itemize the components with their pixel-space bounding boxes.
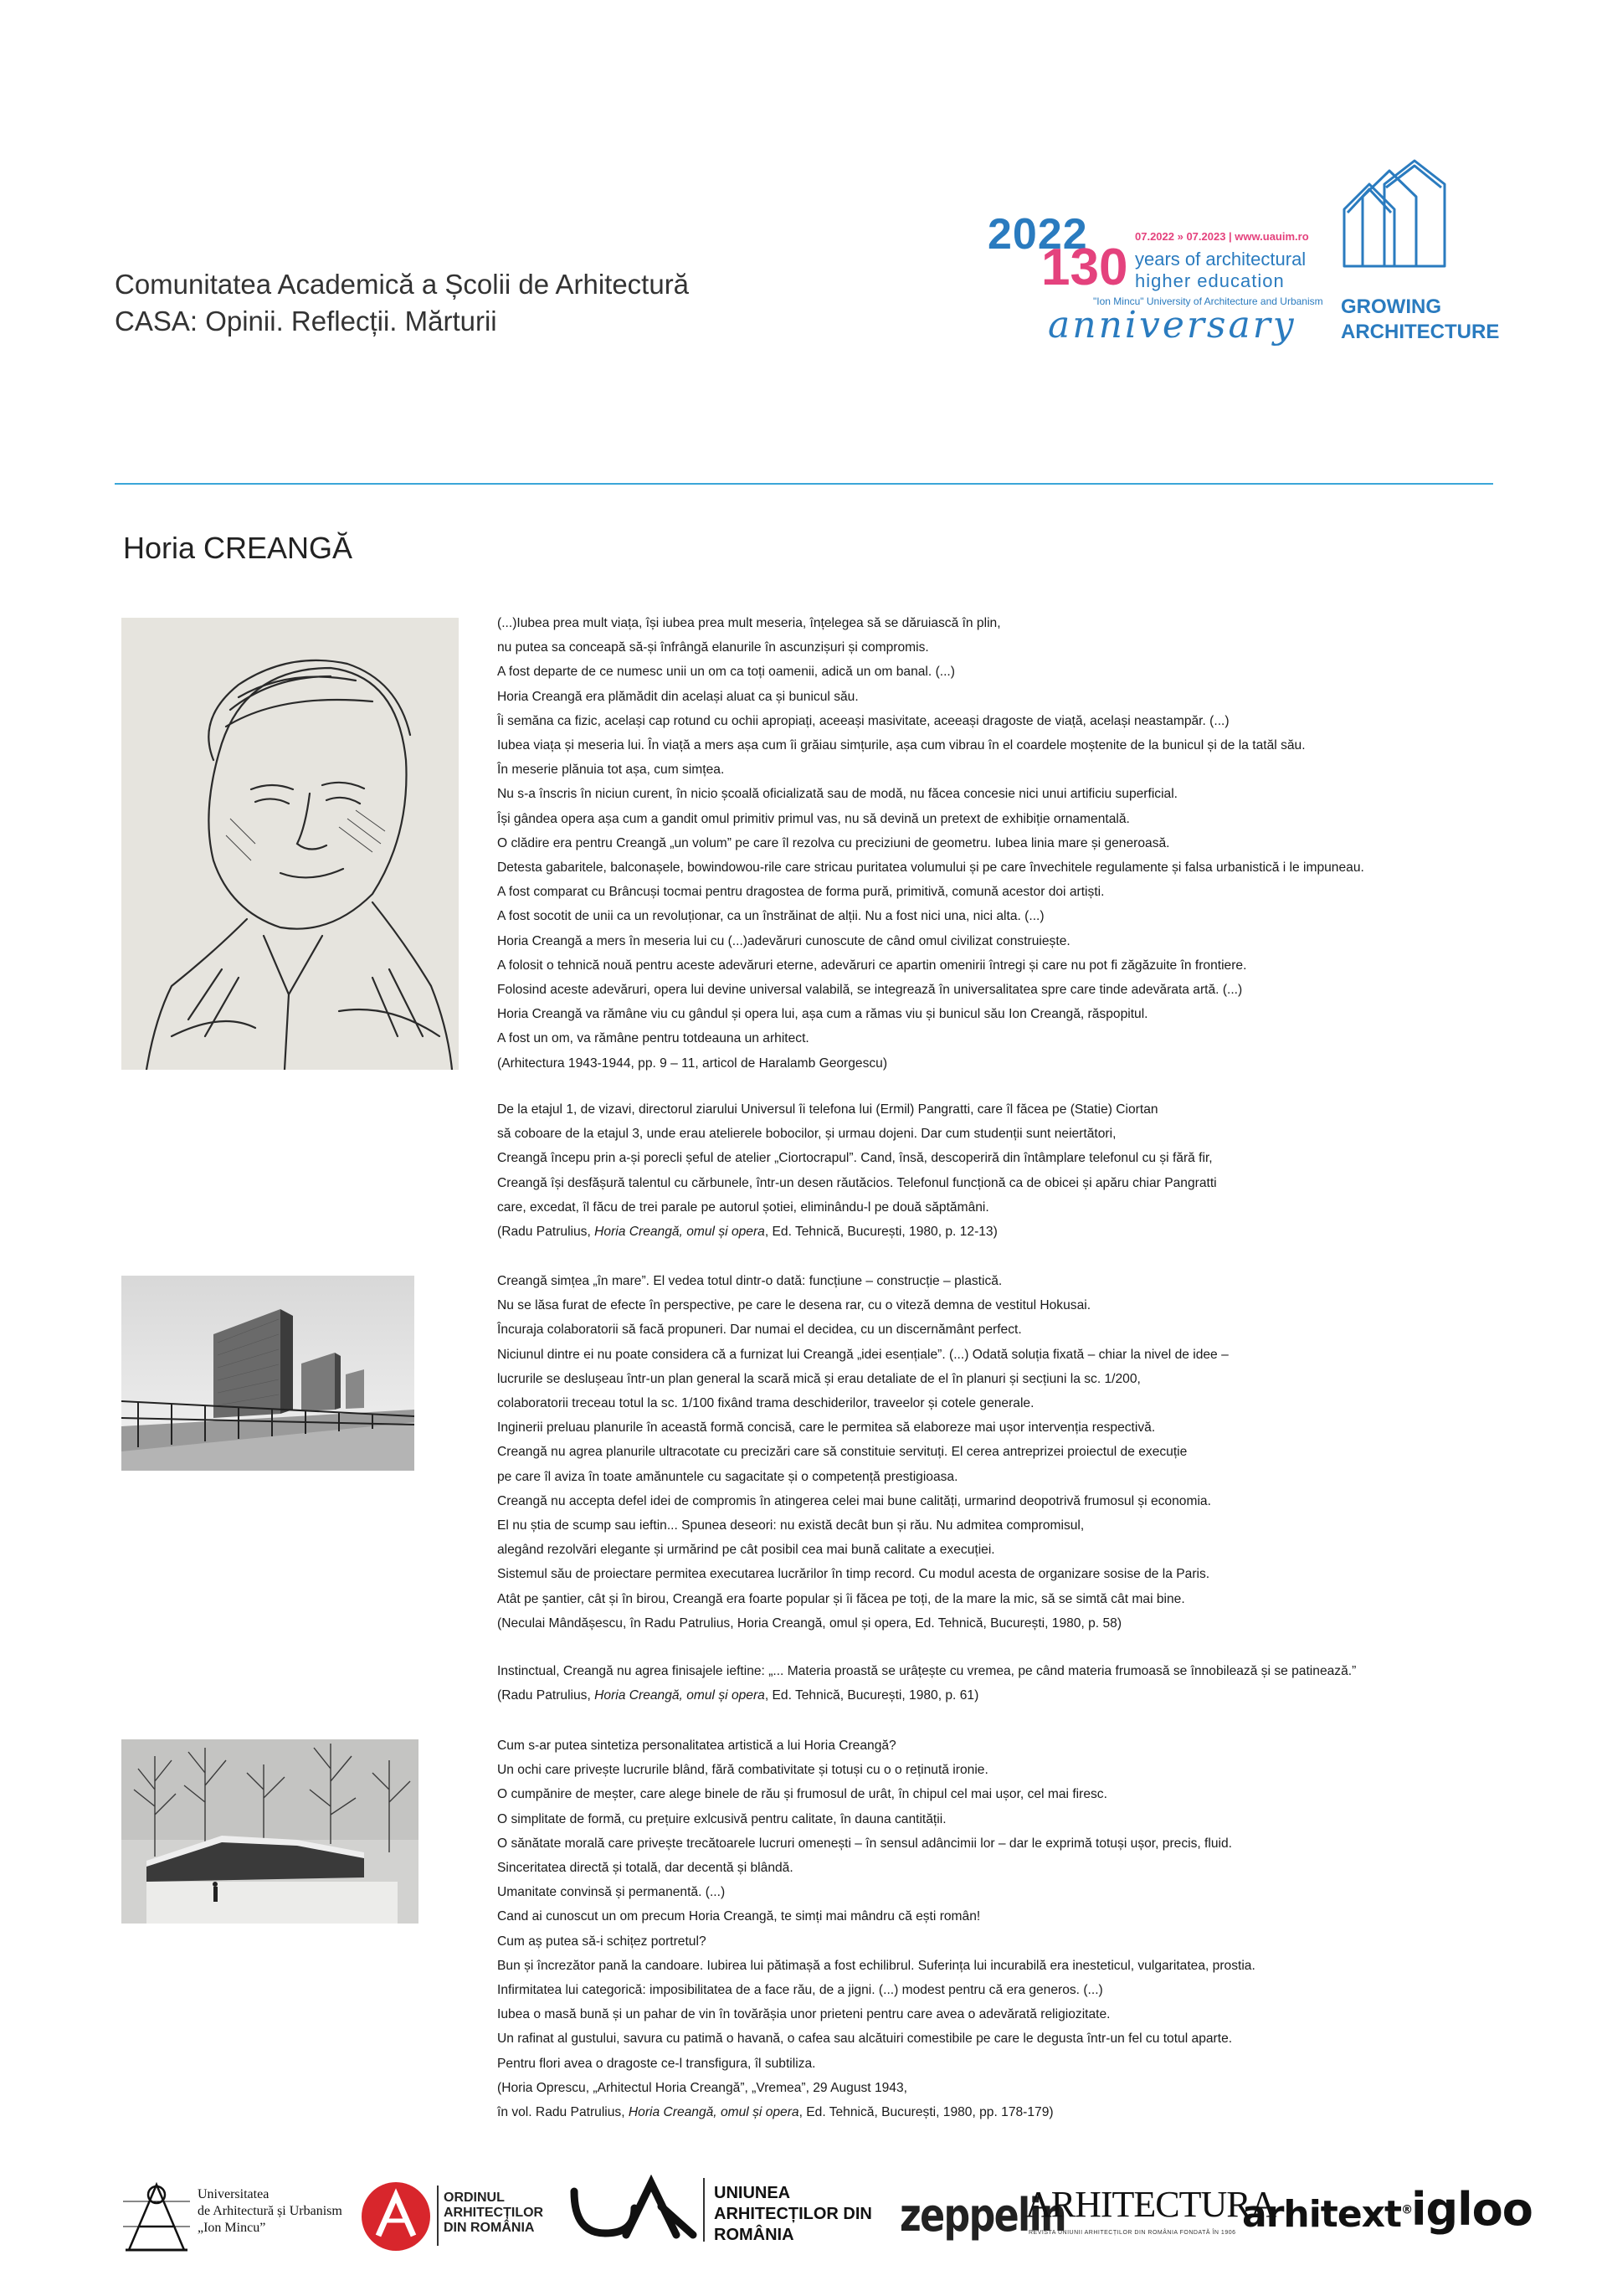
text-line: A folosit o tehnică nouă pentru aceste adevăruri eterne, adevăruri ce apartin omenirii întregi și care nu pot fi zăgăzuite în frontiere. (497, 958, 1247, 973)
text-line: O clădire era pentru Creangă „un volum” pe care îl rezolva cu preciziuni de geometru. Iubea linia mare și generoasă. (497, 835, 1170, 850)
person-name: Horia CREANGĂ (123, 531, 353, 565)
zeppelin-logo: zeppelin (900, 2189, 1065, 2242)
citation-book: Horia Creangă, omul și opera (594, 1225, 765, 1240)
oar-separator (437, 2186, 439, 2246)
header-title (115, 266, 689, 340)
text-line: A fost departe de ce numesc unii un om ca toți oamenii, adică un om banal. (...) (497, 665, 955, 680)
growing-line-1: GROWING (1341, 295, 1441, 318)
text-line: Infirmitatea lui categorică: imposibilitatea de a face rău, de a jigni. (...) modest pentru că era generos. (...) (497, 1983, 1103, 1998)
building-photo (121, 1276, 414, 1471)
text-line: Sistemul său de proiectare permitea executarea lucrărilor în timp record. Cu modul acesta de organizare sosise de la Paris. (497, 1567, 1210, 1582)
registered-mark-icon: ® (1401, 2203, 1413, 2217)
header-line-1: Comunitatea Academică a Școlii de Arhitectură (115, 269, 690, 300)
anniversary-years-line-2: higher education (1135, 270, 1285, 291)
uar-label (714, 2183, 872, 2246)
quote-block-4 (497, 1659, 1502, 1708)
uauim-label (198, 2186, 342, 2237)
text-line: Nu se lăsa furat de efecte în perspective, pe care le desena rar, cu o viteză demna de vestitul Hokusai. (497, 1298, 1091, 1313)
text-line: Bun și încrezător pană la candoare. Iubirea lui pătimașă a fost echilibrul. Suferința lui incurabilă era inesteticul, vulgaritatea, prostia. (497, 1958, 1255, 1973)
oar-line-1: ORDINUL (444, 2191, 505, 2205)
arhitectura-logo (1025, 2183, 1276, 2258)
text-line: Creangă simțea „în mare”. El vedea totul dintr-o dată: funcțiune – construcție – plastică. (497, 1274, 1003, 1288)
anniversary-logo (988, 205, 1322, 347)
growing-text (1341, 295, 1499, 345)
text-line: Creangă nu accepta defel idei de compromis în atingerea celei mai bune calități, urmarind deopotrivă frumosul și economia. (497, 1493, 1211, 1508)
arhitext-text: arhitext (1242, 2193, 1402, 2236)
text-line: Umanitate convinsă și permanentă. (...) (497, 1885, 726, 1900)
text-line: El nu știa de scump sau ieftin... Spunea deseori: nu există decât bun și rău. Nu admitea compromisul, (497, 1518, 1085, 1533)
arhitectura-subtitle: REVISTA UNIUNII ARHITECȚILOR DIN ROMÂNIA FONDATĂ ÎN 1906 (1029, 2230, 1236, 2236)
oar-logo (360, 2180, 578, 2256)
text-line: Folosind aceste adevăruri, opera lui devine universal valabilă, se integrează în universalitatea spre care tinde adevărata artă. (...) (497, 983, 1243, 998)
text-line: Creangă nu agrea planurile ultracotate cu precizări care să constituie servituți. El cerea antreprizei proiectul de execuție (497, 1445, 1188, 1460)
text-line: Își gândea opera așa cum a gandit omul primitiv primul vas, nu să devină un pretext de exhibiție ornamentală. (497, 811, 1130, 826)
uar-line-3: ROMÂNIA (714, 2226, 794, 2244)
quote-block-3 (497, 1269, 1502, 1636)
text-line: Iubea o masă bună și un pahar de vin în tovărășia unor prieteni pentru care avea o adevărată religiozitate. (497, 2007, 1111, 2022)
quote-block-2 (497, 1097, 1502, 1244)
text-line: A fost un om, va rămâne pentru totdeauna un arhitect. (497, 1031, 809, 1046)
quote-block-1 (497, 611, 1502, 1076)
text-line: Creangă își desfășură talentul cu cărbunele, într-un desen răutăcios. Telefonul funcționă ca de obicei și apăru chiar Pangratti (497, 1175, 1217, 1190)
text-line: lucrurile se deslușeau într-un plan general la scară mică și erau detaliate de el în planuri și secțiuni la sc. 1/200, (497, 1371, 1141, 1386)
anniversary-year: 2022 (988, 210, 1088, 259)
citation (497, 1220, 1502, 1244)
text-line: Creangă începu prin a-și porecli șeful de atelier „Ciortocrapul”. Cand, însă, descoperiră din întâmplare telefonul cu și fără fir, (497, 1151, 1213, 1166)
text-line: Iubea viața și meseria lui. În viață a mers așa cum îi grăiau simțurile, așa cum vibrau în el coardele moștenite de la bunicul și de la tatăl său. (497, 738, 1306, 753)
text-line: Un rafinat al gustului, savura cu patimă o havană, o cafea sau alcătuiri comestibile pe care le degusta într-un fel cu totul aparte. (497, 2031, 1233, 2047)
winter-landscape-photo (121, 1739, 418, 1924)
text-line: Un ochi care privește lucrurile blând, fără combativitate și totuși cu o o reținută ironie. (497, 1763, 988, 1778)
text-line: Nu s-a înscris în niciun curent, în nicio școală oficializată sau de modă, nu făcea concesie nici unui artificiu superficial. (497, 787, 1178, 802)
citation (497, 2100, 1502, 2124)
uauim-line-3: „Ion Mincu” (198, 2221, 266, 2235)
text-line: colaboratorii treceau totul la sc. 1/100 fixând trama deschiderilor, traveelor și cotele generale. (497, 1396, 1035, 1411)
text-line: Detesta gabaritele, balconașele, bowindowou-rile care stricau puritatea volumului și pe care învechitele regulamente și falsa urbanistică i le impuneau. (497, 860, 1364, 876)
growing-line-2: ARCHITECTURE (1341, 321, 1500, 343)
anniversary-university: "Ion Mincu" University of Architecture and Urbanism (1093, 295, 1323, 307)
anniversary-years-line-1: years of architectural (1135, 249, 1307, 270)
text-line: Îi semăna ca fizic, același cap rotund cu ochii apropiați, aceeași masivitate, aceeași dragoste de viață, același neastampăr. (...) (497, 713, 1230, 728)
text-line: În meserie plănuia tot așa, cum simțea. (497, 763, 725, 778)
text-line: De la etajul 1, de vizavi, directorul ziarului Universul îi telefona lui (Ermil) Pangratti, care îl făcea pe (Statie) Ciortan (497, 1102, 1158, 1117)
oar-label (444, 2191, 543, 2236)
text-line: Atât pe șantier, cât și în birou, Creangă era foarte popular și îi făcea pe toți, de la mare la mic, să se simtă cât mai bine. (497, 1591, 1185, 1606)
uauim-line-1: Universitatea (198, 2187, 270, 2201)
anniversary-word: anniversary (1048, 304, 1296, 347)
anniversary-dates: 07.2022 » 07.2023 | www.uauim.ro (1135, 230, 1309, 243)
text-line: Inginerii preluau planurile în această formă concisă, care le permitea să elaboreze mai ușor intervenția respectivă. (497, 1420, 1156, 1436)
uauim-line-2: de Arhitectură și Urbanism (198, 2204, 342, 2218)
text-line: nu putea sa conceapă să-și înfrângă elanurile în ascunzișuri și compromis. (497, 640, 929, 655)
text-line: alegând rezolvări elegante și urmărind pe cât posibil cea mai bună calitate a execuției. (497, 1543, 995, 1558)
uauim-emblem-icon (119, 2176, 194, 2252)
text-line: (...)Iubea prea mult viața, își iubea prea mult meseria, înțelegea să se dăruiască în plin, (497, 616, 1001, 630)
citation-book: Horia Creangă, omul și opera (628, 2105, 799, 2120)
portrait-sketch (121, 618, 459, 1070)
text-line: Sinceritatea directă și totală, dar decentă și blândă. (497, 1861, 793, 1876)
uar-line-1: UNIUNEA (714, 2184, 791, 2202)
citation-pre: (Radu Patrulius, (497, 1688, 595, 1703)
quote-block-5 (497, 1734, 1502, 2124)
text-line: pe care îl aviza în toate amănuntele cu sagacitate și o competență prestigioasa. (497, 1469, 958, 1484)
text-line: O sănătate morală care privește trecătoarele lucruri omenești – în sensul adâncimii lor – dar le exprimă totuși ușor, precis, fluid. (497, 1836, 1232, 1851)
text-line: Cum s-ar putea sintetiza personalitatea artistică a lui Horia Creangă? (497, 1739, 896, 1753)
oar-emblem-icon (360, 2180, 432, 2252)
text-line: Pentru flori avea o dragoste ce-l transfigura, îl subtiliza. (497, 2056, 816, 2071)
citation-pre: în vol. Radu Patrulius, (497, 2105, 629, 2120)
uar-emblem-icon (567, 2175, 701, 2242)
text-line: O cumpănire de meșter, care alege binele de rău și frumosul de urât, în chipul cel mai ușor, cel mai firesc. (497, 1787, 1107, 1802)
text-line: (Arhitectura 1943-1944, pp. 9 – 11, articol de Haralamb Georgescu) (497, 1056, 888, 1071)
growing-architecture-logo (1337, 159, 1505, 352)
text-line: (Neculai Mândășescu, în Radu Patrulius, Horia Creangă, omul și opera, Ed. Tehnică, București, 1980, p. 58) (497, 1615, 1122, 1631)
arhitectura-title: ARHITECTURA (1025, 2184, 1276, 2225)
citation-post: , Ed. Tehnică, București, 1980, p. 61) (764, 1688, 979, 1703)
text-line: Horia Creangă a mers în meseria lui cu (...)adevăruri cunoscute de când omul civilizat construiește. (497, 933, 1070, 948)
text-line: A fost socotit de unii ca un revoluționar, ca un înstrăinat de alții. Nu a fost nici una, nici alta. (...) (497, 909, 1045, 924)
citation-book: Horia Creangă, omul și opera (594, 1688, 765, 1703)
citation-post: , Ed. Tehnică, București, 1980, p. 12-13) (764, 1225, 998, 1240)
text-line: care, excedat, îl făcu de trei parale pe autorul șotiei, eliminându-l pe două săptămâni. (497, 1199, 989, 1215)
arhitext-logo (1242, 2193, 1412, 2236)
text-line: (Horia Oprescu, „Arhitectul Horia Creangă”, „Vremea”, 29 August 1943, (497, 2080, 907, 2095)
houses-icon (1337, 159, 1471, 276)
header-line-2: CASA: Opinii. Reflecții. Mărturii (115, 306, 497, 336)
oar-line-2: ARHITECȚILOR (444, 2206, 544, 2220)
citation (497, 1683, 1502, 1708)
uar-logo (567, 2175, 902, 2250)
uauim-logo (119, 2176, 353, 2252)
text-line: Cand ai cunoscut un om precum Horia Creangă, te simți mai mândru că ești român! (497, 1909, 981, 1924)
citation-pre: (Radu Patrulius, (497, 1225, 595, 1240)
text-line: Niciunul dintre ei nu poate considera că a furnizat lui Creangă „idei esențiale”. (...) Odată soluția fixată – chiar la nivel de idee – (497, 1347, 1229, 1362)
text-line: Horia Creangă era plămădit din același aluat ca și bunicul său. (497, 689, 859, 704)
igloo-logo: igloo (1411, 2183, 1533, 2236)
text-line: Instinctual, Creangă nu agrea finisajele ieftine: „... Materia proastă se urâțește cu vremea, pe când materia frumoasă se înnobilează și se patinează.” (497, 1664, 1357, 1678)
text-line: Încuraja colaboratorii să facă propuneri. Dar numai el decidea, cu un discernământ perfect. (497, 1323, 1022, 1338)
text-line: O simplitate de formă, cu prețuire exlcusivă pentru calitate, în dauna cantității. (497, 1811, 947, 1826)
text-line: Horia Creangă va rămâne viu cu gândul și opera lui, așa cum a rămas viu și bunicul său Ion Creangă, răspopitul. (497, 1007, 1148, 1022)
oar-line-3: DIN ROMÂNIA (444, 2221, 535, 2235)
text-line: să coboare de la etajul 3, unde erau atelierele bobocilor, și urmau dojeni. Dar cum studenții sunt neiertători, (497, 1127, 1117, 1142)
citation-post: , Ed. Tehnică, București, 1980, pp. 178-179) (798, 2105, 1054, 2120)
anniversary-number: 130 (1041, 239, 1128, 296)
text-line: Cum aș putea să-i schițez portretul? (497, 1934, 706, 1949)
uar-separator (703, 2178, 705, 2242)
text-line: A fost comparat cu Brâncuși tocmai pentru dragostea de forma pură, primitivă, comună acestor doi artiști. (497, 885, 1105, 900)
uar-line-2: ARHITECȚILOR DIN (714, 2205, 872, 2223)
header-divider (115, 483, 1493, 485)
